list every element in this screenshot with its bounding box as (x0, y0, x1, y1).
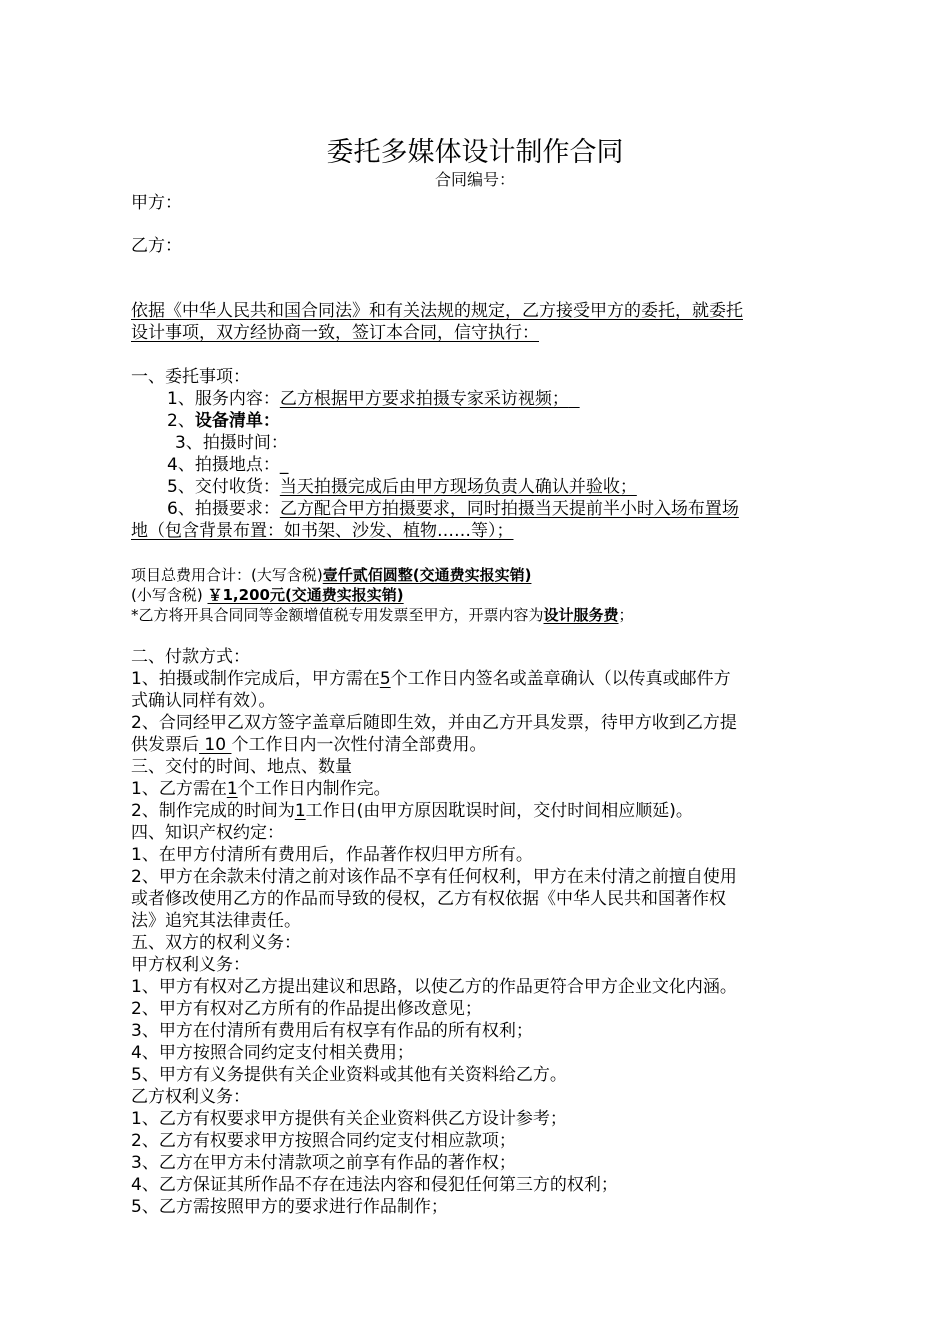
fee-total-lower-value: ￥1,200元(交通费实报实销) (207, 586, 404, 604)
party-b-duties-heading: 乙方权利义务： (131, 1087, 250, 1107)
item-delivery-value: 当天拍摄完成后由甲方现场负责人确认并验收； (279, 477, 637, 497)
party-b-duty: 4、乙方保证其所作品不存在违法内容和侵犯任何第三方的权利； (131, 1175, 618, 1195)
item-shooting-requirements (167, 498, 739, 520)
delivery-clause-1-b: 个工作日内制作完。 (237, 779, 391, 799)
payment-clause-1-b: 个工作日内签名或盖章确认（以传真或邮件方 (390, 669, 731, 689)
contract-number-label: 合同编号： (434, 170, 515, 189)
party-b-duty: 1、乙方有权要求甲方提供有关企业资料供乙方设计参考； (131, 1109, 567, 1129)
party-a-duty: 2、甲方有权对乙方所有的作品提出修改意见； (131, 999, 482, 1019)
section-5-heading: 五、双方的权利义务： (131, 933, 301, 953)
party-b-duty: 5、乙方需按照甲方的要求进行作品制作； (131, 1197, 448, 1217)
preamble-line-2-text: 设计事项，双方经协商一致，签订本合同，信守执行： (131, 323, 539, 343)
delivery-clause-1-a: 1、乙方需在 (131, 779, 227, 799)
item-equipment-list (167, 410, 280, 432)
party-b-label: 乙方： (131, 236, 182, 256)
item-equipment-num: 2、 (167, 411, 195, 431)
payment-clause-2-b: 供发票后 (131, 735, 199, 755)
item-delivery-acceptance (167, 476, 637, 498)
payment-clause-1 (131, 668, 731, 690)
fee-total-lower (131, 584, 404, 606)
party-b-duty: 2、乙方有权要求甲方按照合同约定支付相应款项； (131, 1131, 516, 1151)
ip-clause-2-cont: 或者修改使用乙方的作品而导致的侵权，乙方有权依据《中华人民共和国著作权 (131, 889, 726, 909)
item-service-label: 1、服务内容： (167, 389, 280, 409)
item-shooting-location (167, 454, 288, 476)
item-service-content (167, 388, 580, 410)
party-a-duty: 5、甲方有义务提供有关企业资料或其他有关资料给乙方。 (131, 1065, 567, 1085)
section-4-heading: 四、知识产权约定： (131, 823, 284, 843)
ip-clause-2: 2、甲方在余款未付清之前对该作品不享有任何权利，甲方在未付清之前擅自使用 (131, 867, 737, 887)
payment-clause-1-a: 1、拍摄或制作完成后，甲方需在 (131, 669, 380, 689)
invoice-note-prefix: *乙方将开具合同同等金额增值税专用发票至甲方，开票内容为 (131, 606, 544, 624)
item-requirements-label: 6、拍摄要求： (167, 499, 280, 519)
party-b-duty: 3、乙方在甲方未付清款项之前享有作品的著作权； (131, 1153, 516, 1173)
fee-lower-label: (小写含税) (131, 586, 203, 604)
item-requirements-value: 乙方配合甲方拍摄要求，同时拍摄当天提前半小时入场布置场 (279, 499, 739, 519)
ip-clause-1: 1、在甲方付清所有费用后，作品著作权归甲方所有。 (131, 845, 533, 865)
delivery-clause-2 (131, 800, 693, 822)
item-shooting-time: 3、拍摄时间： (175, 433, 288, 453)
party-a-duty: 4、甲方按照合同约定支付相关费用； (131, 1043, 414, 1063)
item-delivery-label: 5、交付收货： (167, 477, 280, 497)
payment-days-1: 5 (379, 669, 391, 689)
invoice-note-suffix: ； (618, 606, 634, 624)
document-title: 委托多媒体设计制作合同 (326, 137, 624, 168)
delivery-days-1: 1 (226, 779, 238, 799)
delivery-clause-2-b: 工作日(由甲方原因耽误时间，交付时间相应顺延)。 (305, 801, 693, 821)
section-3-heading: 三、交付的时间、地点、数量 (131, 757, 352, 777)
section-2-heading: 二、付款方式： (131, 647, 250, 667)
item-location-label: 4、拍摄地点： (167, 455, 280, 475)
fee-total-upper (131, 564, 531, 586)
fee-total-label: 项目总费用合计：(大写含税) (131, 566, 323, 584)
payment-clause-1-cont: 式确认同样有效）。 (131, 691, 276, 711)
item-service-value: 乙方根据甲方要求拍摄专家采访视频； (279, 389, 569, 409)
payment-clause-2: 2、合同经甲乙双方签字盖章后随即生效，并由乙方开具发票，待甲方收到乙方提 (131, 713, 737, 733)
section-1-heading: 一、委托事项： (131, 367, 250, 387)
preamble-line-2 (131, 322, 539, 344)
payment-clause-2-cont (131, 734, 486, 756)
item-location-value: _ (279, 455, 289, 475)
invoice-note (131, 604, 634, 626)
delivery-clause-2-a: 2、制作完成的时间为 (131, 801, 295, 821)
party-a-duties-heading: 甲方权利义务： (131, 955, 250, 975)
ip-clause-2-end: 法》追究其法律责任。 (131, 911, 301, 931)
preamble-line-1: 依据《中华人民共和国合同法》和有关法规的规定，乙方接受甲方的委托，就委托 (131, 301, 743, 321)
delivery-clause-1 (131, 778, 391, 800)
fee-total-upper-value: 壹仟贰佰圆整(交通费实报实销) (322, 566, 532, 584)
delivery-days-2: 1 (294, 801, 306, 821)
payment-days-2: 10 (199, 735, 232, 755)
item-equipment-label: 设备清单： (194, 411, 280, 431)
party-a-duty: 3、甲方在付清所有费用后有权享有作品的所有权利； (131, 1021, 533, 1041)
party-a-label: 甲方： (131, 193, 182, 213)
payment-clause-2-c: 个工作日内一次性付清全部费用。 (231, 735, 487, 755)
party-a-duty: 1、甲方有权对乙方提出建议和思路，以使乙方的作品更符合甲方企业文化内涵。 (131, 977, 737, 997)
invoice-content: 设计服务费 (543, 606, 619, 624)
item-requirements-continued: 地（包含背景布置：如书架、沙发、植物……等）； (131, 521, 514, 541)
